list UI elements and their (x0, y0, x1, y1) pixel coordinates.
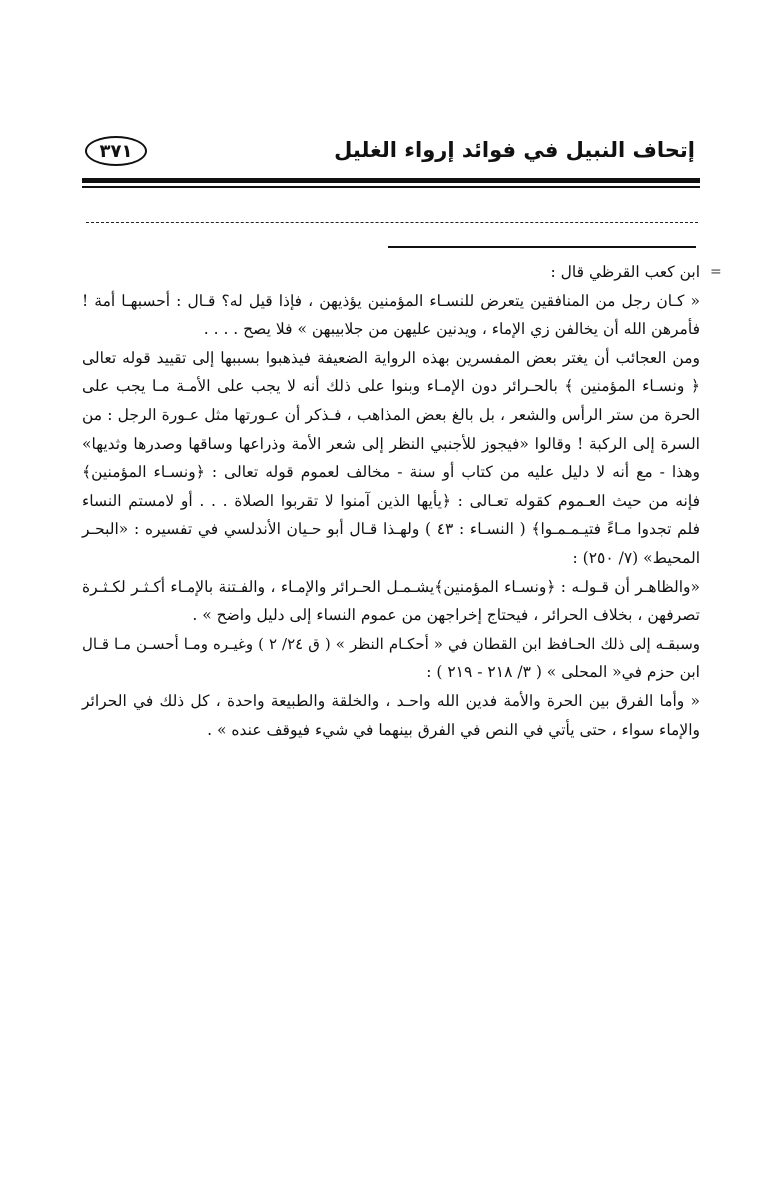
text-line: وسبقـه إلى ذلك الحـافظ ابن القطان في « أحكـام النظر » ( ق ٢٤/ ٢ ) وغيـره ومـا أحسـن مـا قـال (82, 634, 701, 653)
text-line: فأمرهن الله أن يخالفن زي الإماء ، ويدنين عليهن من جلابيبهن » فلا يصح . . . . (203, 320, 700, 339)
text-line: فلم تجدوا مـاءً فتيـمـمـوا﴾ ( النسـاء : ٤٣ ) ولهـذا قـال أبو حـيان الأندلسي في تفسيره : «البحـر (82, 520, 700, 539)
margin-continuation-mark: = (710, 264, 722, 280)
text-line: والإماء سواء ، حتى يأتي في النص في الفرق بينهما في شيء فيوقف عنده » . (207, 720, 700, 739)
header-rule-thin (82, 186, 700, 188)
footnote-divider (388, 246, 696, 248)
text-line: المحيط» (٧/ ٢٥٠) : (572, 548, 700, 567)
text-line: « كـان رجل من المنافقين يتعرض للنسـاء المؤمنين يؤذيهن ، فإذا قيل له؟ قـال : أحسبهـا أمة ! (82, 291, 700, 310)
body-text (82, 258, 700, 744)
text-line: فإنه من حيث العـموم كقوله تعـالى : ﴿يأيها الذين آمنوا لا تقربوا الصلاة . . . أو لامستم النساء (82, 491, 700, 510)
dashed-divider (86, 222, 698, 223)
text-line: ﴿ ونسـاء المؤمنين ﴾ بالحـرائر دون الإمـاء وبنوا على ذلك أنه لا يجب على الأمـة مـا يجب على (82, 377, 700, 396)
page-header (85, 132, 695, 176)
text-line: السرة إلى الركبة ! وقالوا «فيجوز للأجنبي النظر إلى شعر الأمة وذراعها وساقها وصدرها وثديها» (82, 434, 700, 453)
text-line: «والظاهـر أن قـولـه : ﴿ونسـاء المؤمنين﴾يشـمـل الحـرائر والإمـاء ، والفـتنة بالإمـاء أكـثـر لكـثـرة (82, 577, 700, 596)
header-rule-thick (82, 178, 700, 183)
book-title: إتحاف النبيل في فوائد إرواء الغليل (334, 138, 695, 162)
text-line: ابن حزم في« المحلى » ( ٣/ ٢١٨ - ٢١٩ ) : (426, 663, 700, 682)
text-line: « وأما الفرق بين الحرة والأمة فدين الله واحـد ، والخلقة والطبيعة واحدة ، كل ذلك في الحرائر (82, 691, 700, 710)
text-line: ومن العجائب أن يغتر بعض المفسرين بهذه الرواية الضعيفة فيذهبوا بسببها إلى تقييد قوله تعالى (82, 348, 700, 367)
page-number: ٣٧١ (85, 136, 147, 166)
text-line: وهذا - مع أنه لا دليل عليه من كتاب أو سنة - مخالف لعموم قوله تعالى : ﴿ونسـاء المؤمنين﴾ (82, 463, 700, 482)
text-line: الحرة من ستر الرأس والشعر ، بل بالغ بعض المذاهب ، فـذكر أن عـورتها مثل عـورة الرجل : من (82, 405, 700, 424)
text-line: ابن كعب القرظي قال : (550, 263, 700, 281)
text-line: تصرفهن ، بخلاف الحرائر ، فيحتاج إخراجهن من عموم النساء إلى دليل واضح » . (192, 606, 700, 625)
